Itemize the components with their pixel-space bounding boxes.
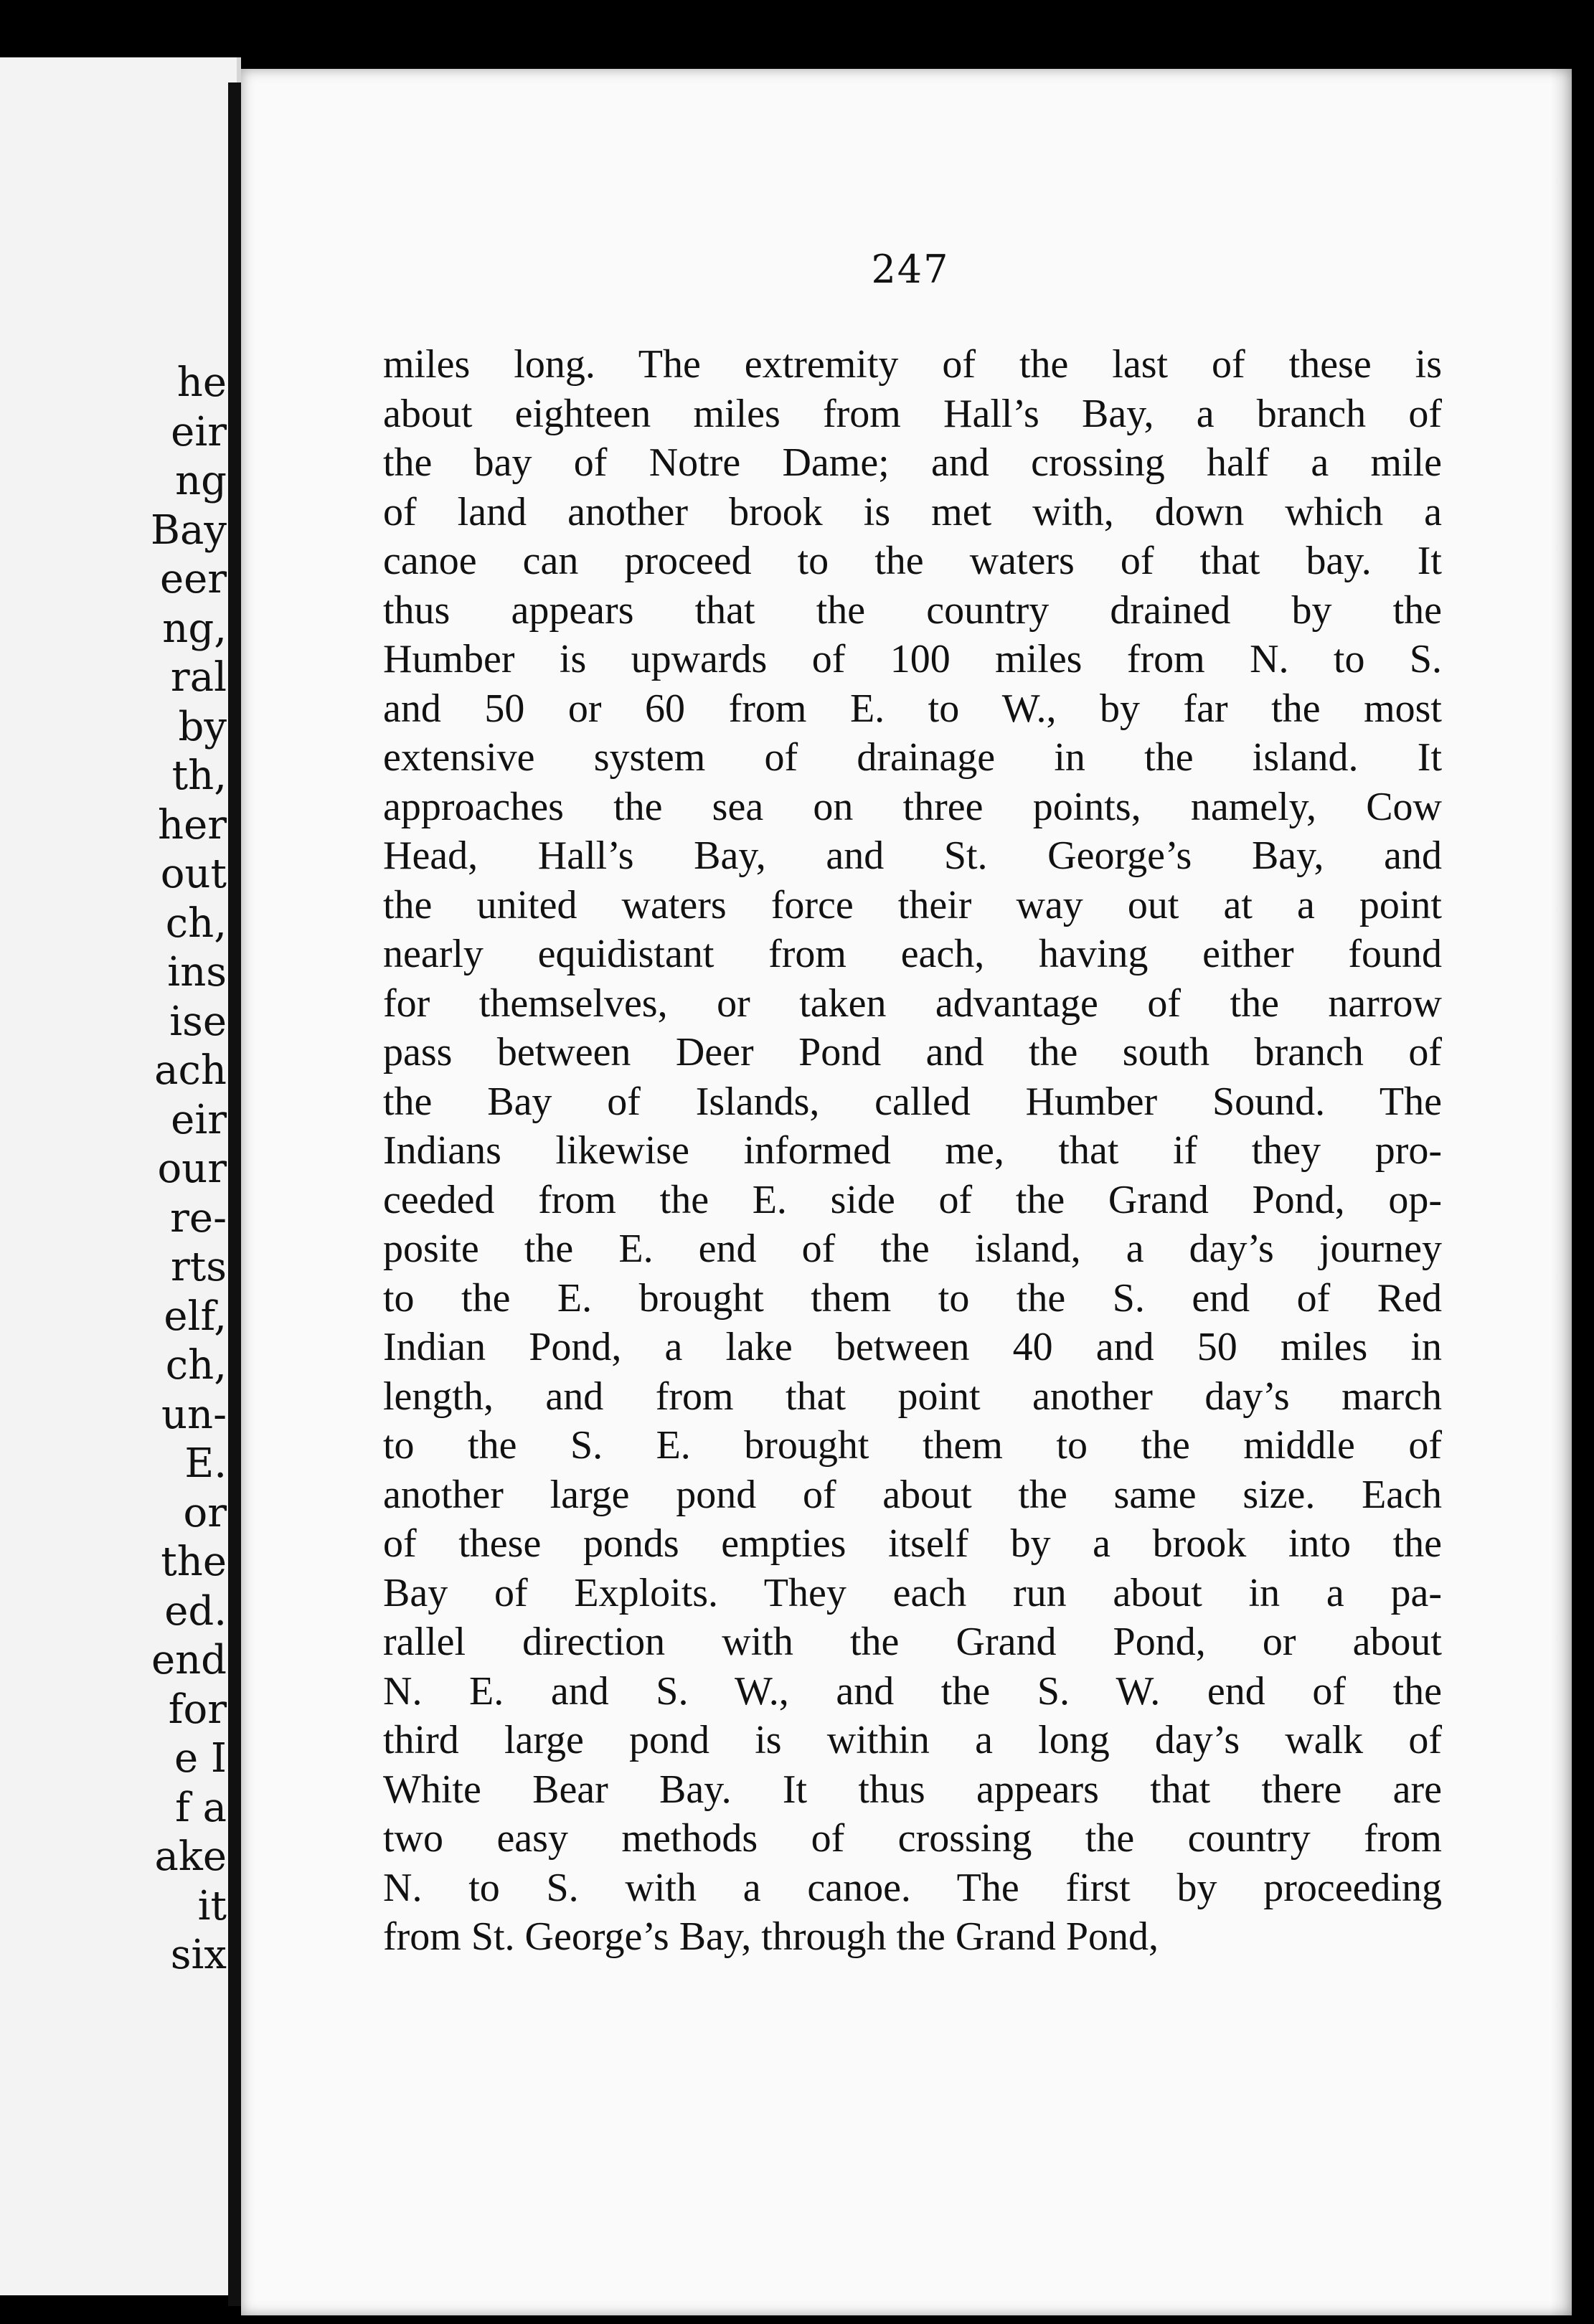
facing-page-fragment: ng [175, 458, 227, 504]
text-line: pass between Deer Pond and the south branch of [383, 1030, 1442, 1074]
text-line: posite the E. end of the island, a day’s journey [383, 1227, 1442, 1271]
facing-page-fragment: un- [161, 1391, 227, 1438]
text-line: N. E. and S. W., and the S. W. end of the [383, 1668, 1442, 1714]
text-line: canoe can proceed to the waters of that bay. It [383, 539, 1442, 583]
facing-page-fragment: elf, [164, 1293, 227, 1340]
facing-page-fragment: ins [167, 949, 227, 996]
text-line: the bay of Notre Dame; and crossing half a mile [383, 440, 1442, 485]
text-line: from St. George’s Bay, through the Grand Pond, [383, 1914, 1159, 1959]
text-line: third large pond is within a long day’s walk of [383, 1718, 1442, 1762]
text-line: Indian Pond, a lake between 40 and 50 miles in [383, 1325, 1442, 1369]
facing-page-fragment: by [178, 703, 227, 750]
text-line: thus appears that the country drained by the [383, 587, 1442, 633]
text-line: another large pond of about the same size. Each [383, 1472, 1442, 1517]
book-page [241, 69, 1572, 2315]
text-line: nearly equidistant from each, having either found [383, 932, 1442, 976]
facing-page-fragment: ch, [165, 899, 227, 947]
facing-page-fragment: Bay [150, 506, 227, 554]
text-line: Indians likewise informed me, that if they pro- [383, 1128, 1442, 1173]
facing-page-fragment: rts [170, 1244, 227, 1290]
text-line: rallel direction with the Grand Pond, or about [383, 1620, 1442, 1664]
facing-page-fragment: eir [171, 408, 227, 455]
facing-page-fragment: E. [184, 1440, 227, 1487]
facing-page-fragment: ng, [162, 605, 227, 652]
text-line: the Bay of Islands, called Humber Sound. The [383, 1079, 1442, 1124]
text-line: extensive system of drainage in the island. It [383, 735, 1442, 780]
facing-page-fragment: our [157, 1146, 227, 1192]
facing-page-fragment: ake [154, 1833, 227, 1880]
text-line: N. to S. with a canoe. The first by proceeding [383, 1865, 1442, 1910]
text-line: of land another brook is met with, down which a [383, 489, 1442, 534]
facing-page-text-fragments [0, 359, 237, 1980]
text-line: of these ponds empties itself by a brook into the [383, 1521, 1442, 1566]
facing-page-fragment: ed. [164, 1587, 227, 1635]
page-edge-shadow [1550, 69, 1572, 2315]
facing-page-fragment: e I [174, 1735, 227, 1782]
text-line: ceeded from the E. side of the Grand Pond, op- [383, 1177, 1442, 1222]
facing-page-fragment: ach [154, 1047, 227, 1094]
facing-page-fragment: th, [171, 752, 227, 799]
text-line: the united waters force their way out at a point [383, 882, 1442, 927]
text-line: Humber is upwards of 100 miles from N. to S. [383, 637, 1442, 681]
facing-page-edge [0, 57, 241, 2295]
text-line: White Bear Bay. It thus appears that there are [383, 1767, 1442, 1812]
facing-page-fragment: re- [170, 1194, 227, 1242]
facing-page-fragment: he [176, 359, 227, 406]
text-line: Head, Hall’s Bay, and St. George’s Bay, and [383, 833, 1442, 878]
page-number: 247 [871, 247, 950, 292]
facing-page-fragment: end [151, 1637, 227, 1683]
facing-page-fragment: out [160, 851, 227, 897]
facing-page-fragment: or [183, 1489, 227, 1536]
facing-page-fragment: for [168, 1686, 227, 1733]
facing-page-fragment: six [170, 1932, 227, 1978]
facing-page-fragment: the [161, 1539, 227, 1585]
text-line: about eighteen miles from Hall’s Bay, a branch of [383, 391, 1442, 436]
text-line: for themselves, or taken advantage of the narrow [383, 981, 1442, 1026]
facing-page-fragment: ral [170, 654, 227, 701]
facing-page-fragment: eir [171, 1096, 227, 1143]
facing-page-fragment: f a [175, 1784, 227, 1831]
text-line: miles long. The extremity of the last of these is [383, 342, 1442, 387]
facing-page-fragment: her [158, 801, 227, 849]
text-line: two easy methods of crossing the country from [383, 1816, 1442, 1861]
facing-page-fragment: it [197, 1882, 227, 1929]
text-line: and 50 or 60 from E. to W., by far the most [383, 686, 1442, 731]
text-line: to the S. E. brought them to the middle of [383, 1423, 1442, 1468]
text-line: to the E. brought them to the S. end of Red [383, 1275, 1442, 1321]
page-body-text [383, 340, 1442, 1962]
text-line: approaches the sea on three points, namely, Cow [383, 784, 1442, 829]
facing-page-fragment: ch, [165, 1342, 227, 1389]
facing-page-fragment: ise [169, 998, 227, 1045]
text-line: length, and from that point another day’s march [383, 1374, 1442, 1419]
text-line: Bay of Exploits. They each run about in a pa- [383, 1570, 1442, 1615]
facing-page-fragment: eer [159, 556, 227, 603]
